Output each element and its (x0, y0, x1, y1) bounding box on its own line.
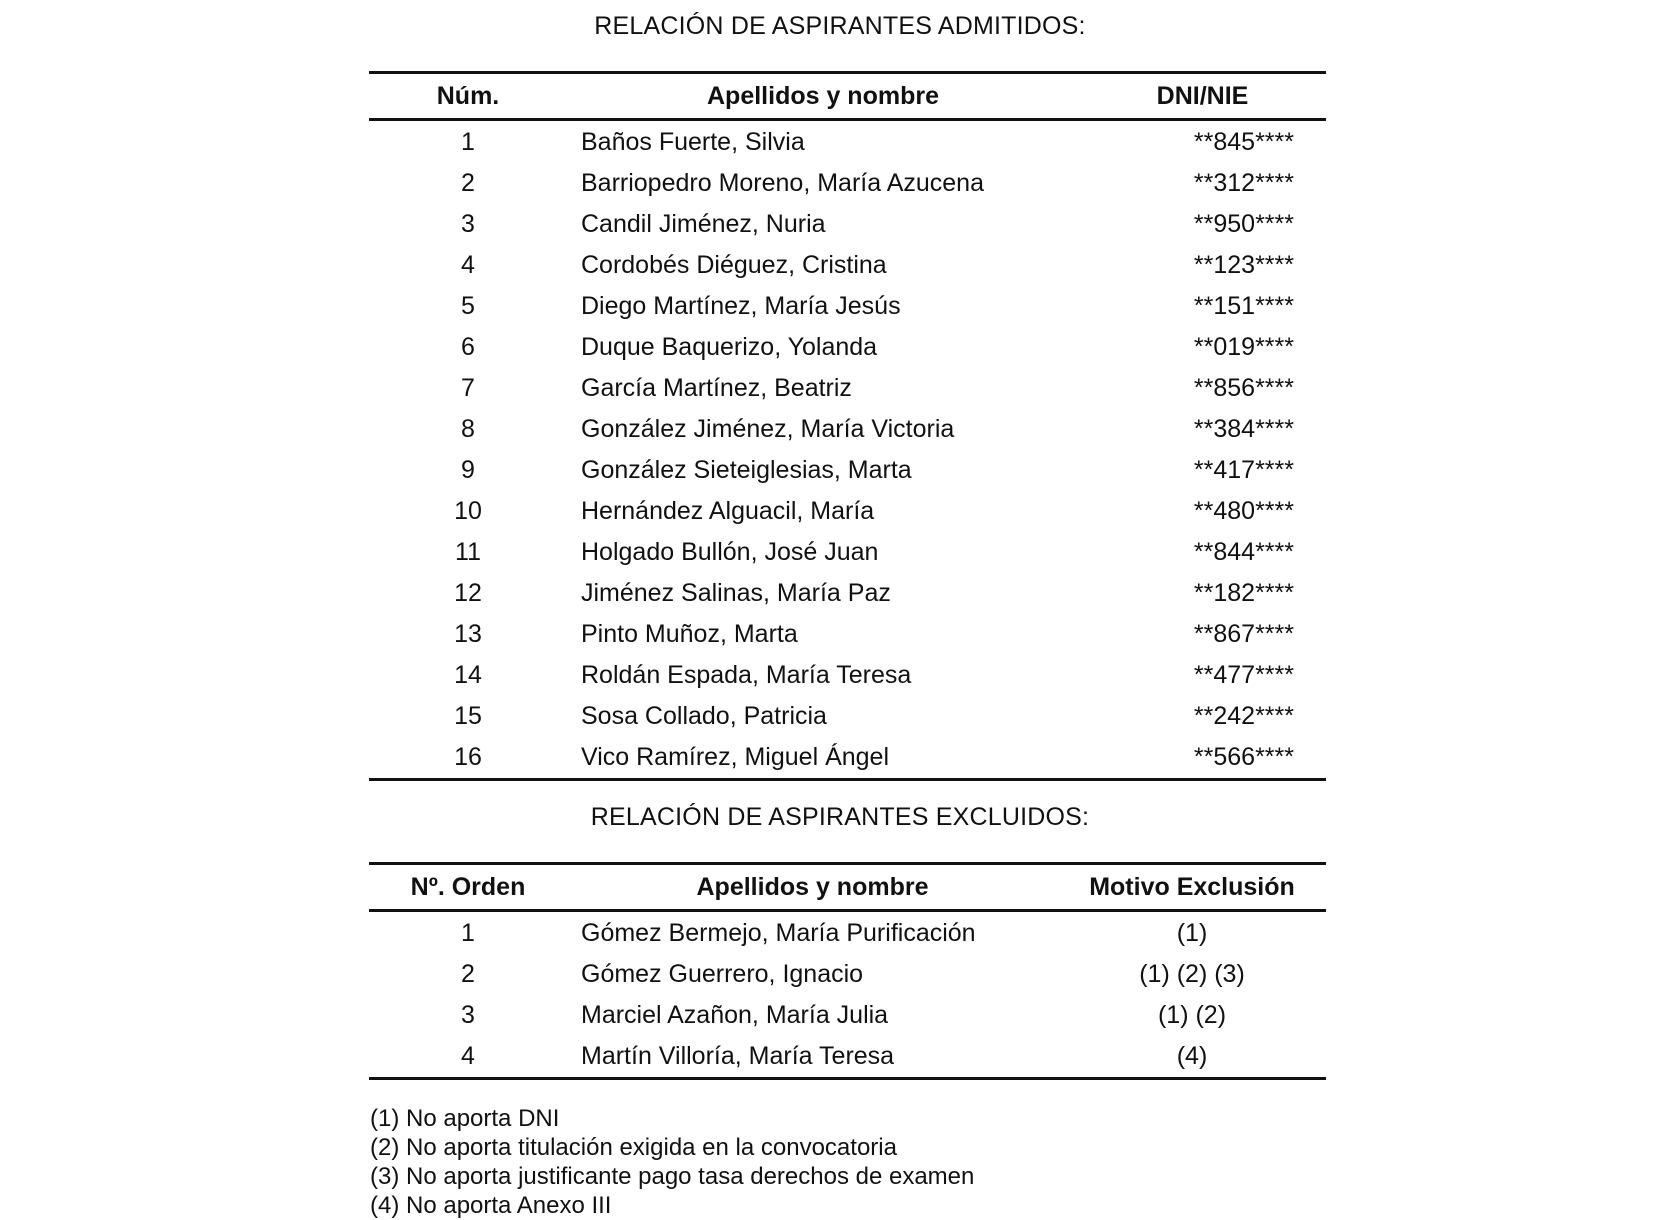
excluidos-header-num: Nº. Orden (410, 872, 526, 901)
table-row (369, 614, 1326, 655)
row-dni: **182**** (1193, 579, 1294, 607)
admitidos-rows (369, 120, 1326, 780)
excluidos-rows (369, 911, 1326, 1079)
row-num: 16 (454, 743, 482, 771)
excluidos-table (369, 862, 1326, 1080)
row-name: González Sieteiglesias, Marta (581, 456, 912, 484)
table-row (369, 573, 1326, 614)
table-row (369, 245, 1326, 286)
row-dni: **312**** (1193, 169, 1294, 197)
table-row (369, 696, 1326, 737)
admitidos-header-name: Apellidos y nombre (707, 81, 939, 110)
row-dni: **950**** (1193, 210, 1294, 238)
excluidos-header-name: Apellidos y nombre (696, 872, 929, 901)
row-num: 2 (461, 169, 475, 197)
table-row (369, 954, 1326, 995)
table-row (369, 1036, 1326, 1079)
admitidos-section-title: RELACIÓN DE ASPIRANTES ADMITIDOS: (594, 12, 1086, 40)
table-row (369, 911, 1326, 955)
row-num: 14 (454, 661, 482, 689)
row-num: 12 (454, 579, 482, 607)
row-dni: **856**** (1193, 374, 1294, 402)
row-num: 4 (461, 1042, 475, 1070)
row-name: Cordobés Diéguez, Cristina (581, 251, 887, 279)
note-line: (3) No aporta justificante pago tasa derechos de examen (370, 1163, 975, 1190)
row-dni: **242**** (1193, 702, 1294, 730)
table-row (369, 491, 1326, 532)
row-num: 3 (461, 210, 475, 238)
row-dni: **845**** (1193, 128, 1294, 156)
row-name: Sosa Collado, Patricia (581, 702, 827, 730)
row-dni: **566**** (1193, 743, 1294, 771)
table-row (369, 120, 1326, 164)
table-row (369, 450, 1326, 491)
row-motivo: (4) (1176, 1042, 1208, 1070)
row-name: Hernández Alguacil, María (581, 497, 875, 525)
row-name: Vico Ramírez, Miguel Ángel (581, 743, 890, 771)
table-row (369, 409, 1326, 450)
note-line: (2) No aporta titulación exigida en la convocatoria (370, 1134, 897, 1161)
row-motivo: (1) (2) (3) (1139, 960, 1245, 988)
row-num: 8 (461, 415, 475, 443)
note-line: (1) No aporta DNI (370, 1105, 560, 1132)
row-num: 10 (454, 497, 482, 525)
row-num: 9 (461, 456, 475, 484)
row-num: 13 (454, 620, 482, 648)
table-row (369, 532, 1326, 573)
row-name: Gómez Bermejo, María Purificación (581, 919, 976, 947)
excluidos-header-motivo: Motivo Exclusión (1089, 872, 1295, 901)
row-num: 4 (461, 251, 475, 279)
row-name: Martín Villoría, María Teresa (581, 1042, 895, 1070)
table-row (369, 327, 1326, 368)
row-dni: **384**** (1193, 415, 1294, 443)
row-dni: **480**** (1193, 497, 1294, 525)
row-name: Duque Baquerizo, Yolanda (581, 333, 878, 361)
row-dni: **151**** (1193, 292, 1294, 320)
row-dni: **019**** (1193, 333, 1294, 361)
row-name: Holgado Bullón, José Juan (581, 538, 879, 566)
excluidos-section-title: RELACIÓN DE ASPIRANTES EXCLUIDOS: (590, 803, 1090, 831)
table-row (369, 995, 1326, 1036)
row-num: 7 (461, 374, 475, 402)
row-name: Pinto Muñoz, Marta (581, 620, 798, 648)
row-motivo: (1) (1176, 919, 1208, 947)
row-name: Marciel Azañon, María Julia (581, 1001, 889, 1029)
row-num: 6 (461, 333, 475, 361)
note-line: (4) No aporta Anexo III (370, 1192, 612, 1219)
row-name: García Martínez, Beatriz (581, 374, 852, 402)
row-num: 1 (461, 919, 475, 947)
row-name: Gómez Guerrero, Ignacio (581, 960, 864, 988)
row-dni: **844**** (1193, 538, 1294, 566)
admitidos-header-num: Núm. (436, 81, 500, 110)
row-name: Barriopedro Moreno, María Azucena (581, 169, 984, 197)
row-num: 15 (454, 702, 482, 730)
row-dni: **417**** (1193, 456, 1294, 484)
row-num: 1 (461, 128, 475, 156)
admitidos-header-row (369, 73, 1326, 120)
exclusion-notes (370, 1104, 974, 1220)
row-num: 5 (461, 292, 475, 320)
row-num: 11 (455, 538, 481, 566)
row-dni: **477**** (1193, 661, 1294, 689)
table-row (369, 204, 1326, 245)
row-num: 3 (461, 1001, 475, 1029)
row-name: González Jiménez, María Victoria (581, 415, 955, 443)
excluidos-header-row (369, 864, 1326, 911)
admitidos-header-dni: DNI/NIE (1156, 81, 1249, 110)
table-row (369, 163, 1326, 204)
row-motivo: (1) (2) (1157, 1001, 1227, 1029)
table-row (369, 368, 1326, 409)
row-dni: **123**** (1193, 251, 1294, 279)
row-name: Diego Martínez, María Jesús (581, 292, 901, 320)
row-dni: **867**** (1193, 620, 1294, 648)
table-row (369, 655, 1326, 696)
table-row (369, 286, 1326, 327)
row-name: Roldán Espada, María Teresa (581, 661, 912, 689)
row-name: Candil Jiménez, Nuria (581, 210, 826, 238)
row-num: 2 (461, 960, 475, 988)
row-name: Jiménez Salinas, María Paz (581, 579, 891, 607)
row-name: Baños Fuerte, Silvia (581, 128, 805, 156)
table-row (369, 737, 1326, 780)
admitidos-table (369, 71, 1326, 781)
